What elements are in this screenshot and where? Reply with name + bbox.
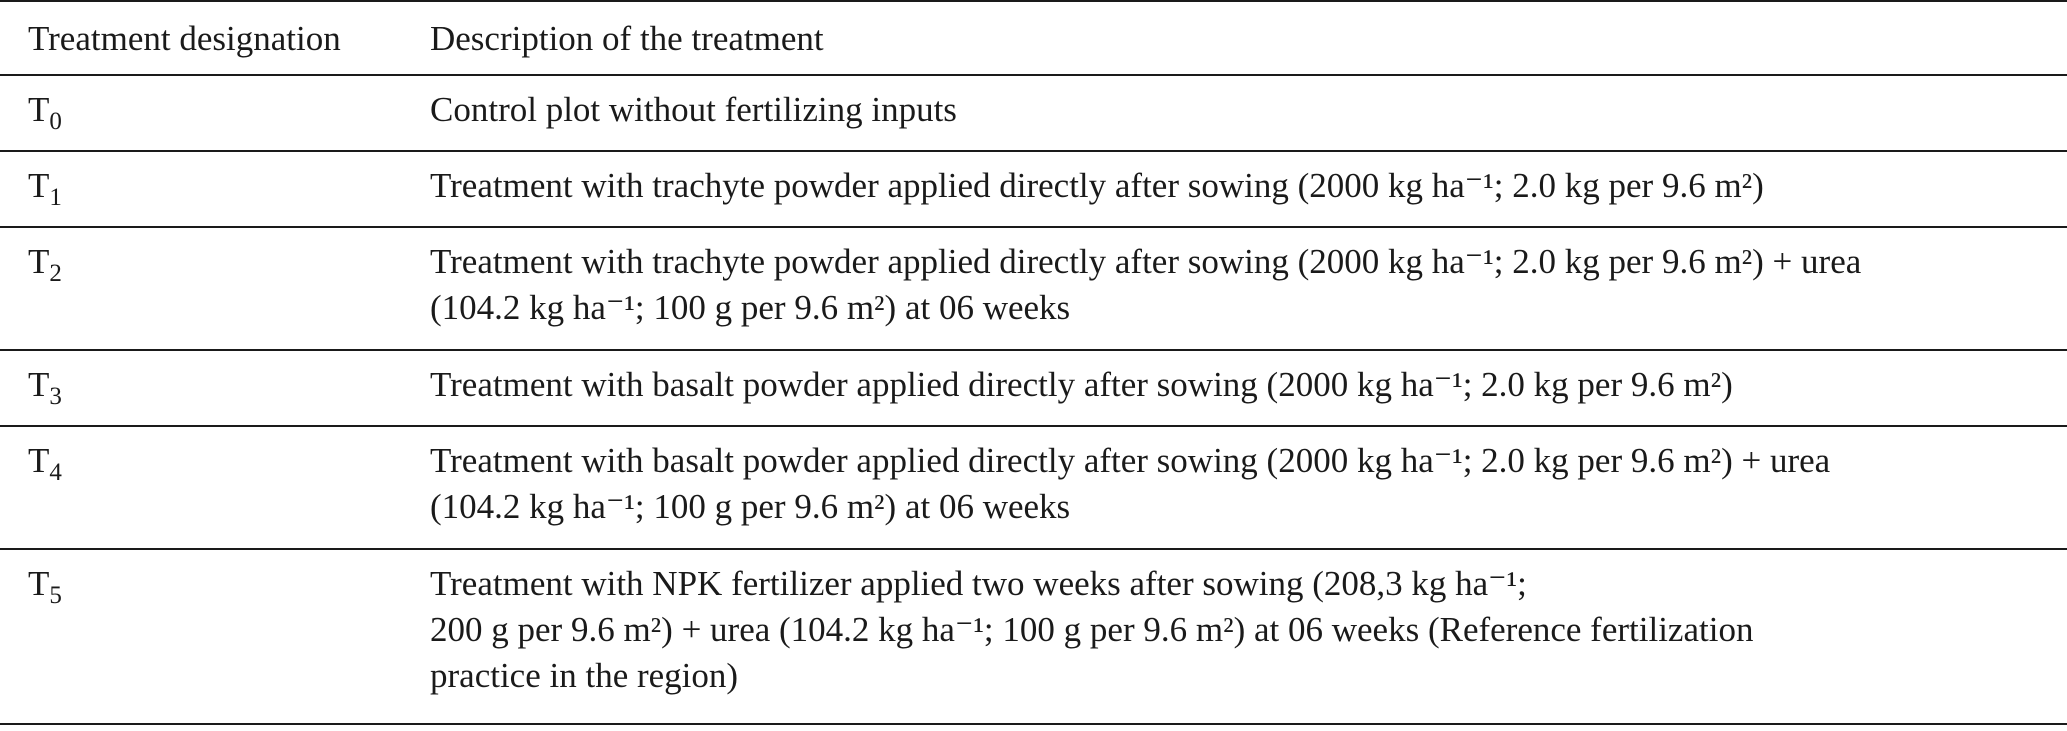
treatment-id-base: T xyxy=(28,441,50,480)
treatment-description xyxy=(430,350,2067,426)
treatment-id-subscript: 4 xyxy=(49,459,62,486)
treatment-id-subscript: 1 xyxy=(49,184,62,211)
description-line: practice in the region) xyxy=(430,656,739,695)
treatment-id-base: T xyxy=(28,242,50,281)
table-row xyxy=(0,151,2067,227)
description-line: Treatment with trachyte powder applied directly after sowing (2000 kg ha⁻¹; 2.0 kg per 9.6 m²) + urea xyxy=(430,242,1862,281)
description-line: (104.2 kg ha⁻¹; 100 g per 9.6 m²) at 06 weeks xyxy=(430,288,1071,327)
treatment-designation xyxy=(0,426,430,549)
treatment-id-subscript: 3 xyxy=(49,383,62,410)
treatment-description xyxy=(430,151,2067,227)
treatment-designation xyxy=(0,151,430,227)
description-line: (104.2 kg ha⁻¹; 100 g per 9.6 m²) at 06 weeks xyxy=(430,487,1071,526)
description-line: Treatment with NPK fertilizer applied two weeks after sowing (208,3 kg ha⁻¹; xyxy=(430,564,1527,603)
treatment-description xyxy=(430,227,2067,350)
treatment-designation xyxy=(0,227,430,350)
description-line: Treatment with trachyte powder applied directly after sowing (2000 kg ha⁻¹; 2.0 kg per 9.6 m²) xyxy=(430,166,1764,205)
table-body xyxy=(0,75,2067,724)
treatment-description xyxy=(430,75,2067,151)
treatment-id-base: T xyxy=(28,365,50,404)
table-row xyxy=(0,350,2067,426)
table-header xyxy=(0,1,2067,75)
treatment-id-base: T xyxy=(28,90,50,129)
table-row xyxy=(0,75,2067,151)
description-line: Treatment with basalt powder applied directly after sowing (2000 kg ha⁻¹; 2.0 kg per 9.6 m²) xyxy=(430,365,1733,404)
table-row xyxy=(0,426,2067,549)
treatment-description xyxy=(430,549,2067,724)
column-header-designation: Treatment designation xyxy=(28,19,341,58)
treatment-id-base: T xyxy=(28,564,50,603)
description-line: 200 g per 9.6 m²) + urea (104.2 kg ha⁻¹; 100 g per 9.6 m²) at 06 weeks (Reference fertilization xyxy=(430,610,1754,649)
header-row xyxy=(0,1,2067,75)
treatment-designation xyxy=(0,75,430,151)
description-line: Treatment with basalt powder applied directly after sowing (2000 kg ha⁻¹; 2.0 kg per 9.6 m²) + urea xyxy=(430,441,1831,480)
treatment-designation xyxy=(0,350,430,426)
treatment-id-subscript: 2 xyxy=(49,260,62,287)
treatment-description xyxy=(430,426,2067,549)
table-row xyxy=(0,227,2067,350)
treatment-id-subscript: 0 xyxy=(49,108,62,135)
treatment-id-base: T xyxy=(28,166,50,205)
column-header-description: Description of the treatment xyxy=(430,19,824,58)
description-line: Control plot without fertilizing inputs xyxy=(430,90,957,129)
treatment-id-subscript: 5 xyxy=(49,582,62,609)
table-row xyxy=(0,549,2067,724)
treatment-designation xyxy=(0,549,430,724)
